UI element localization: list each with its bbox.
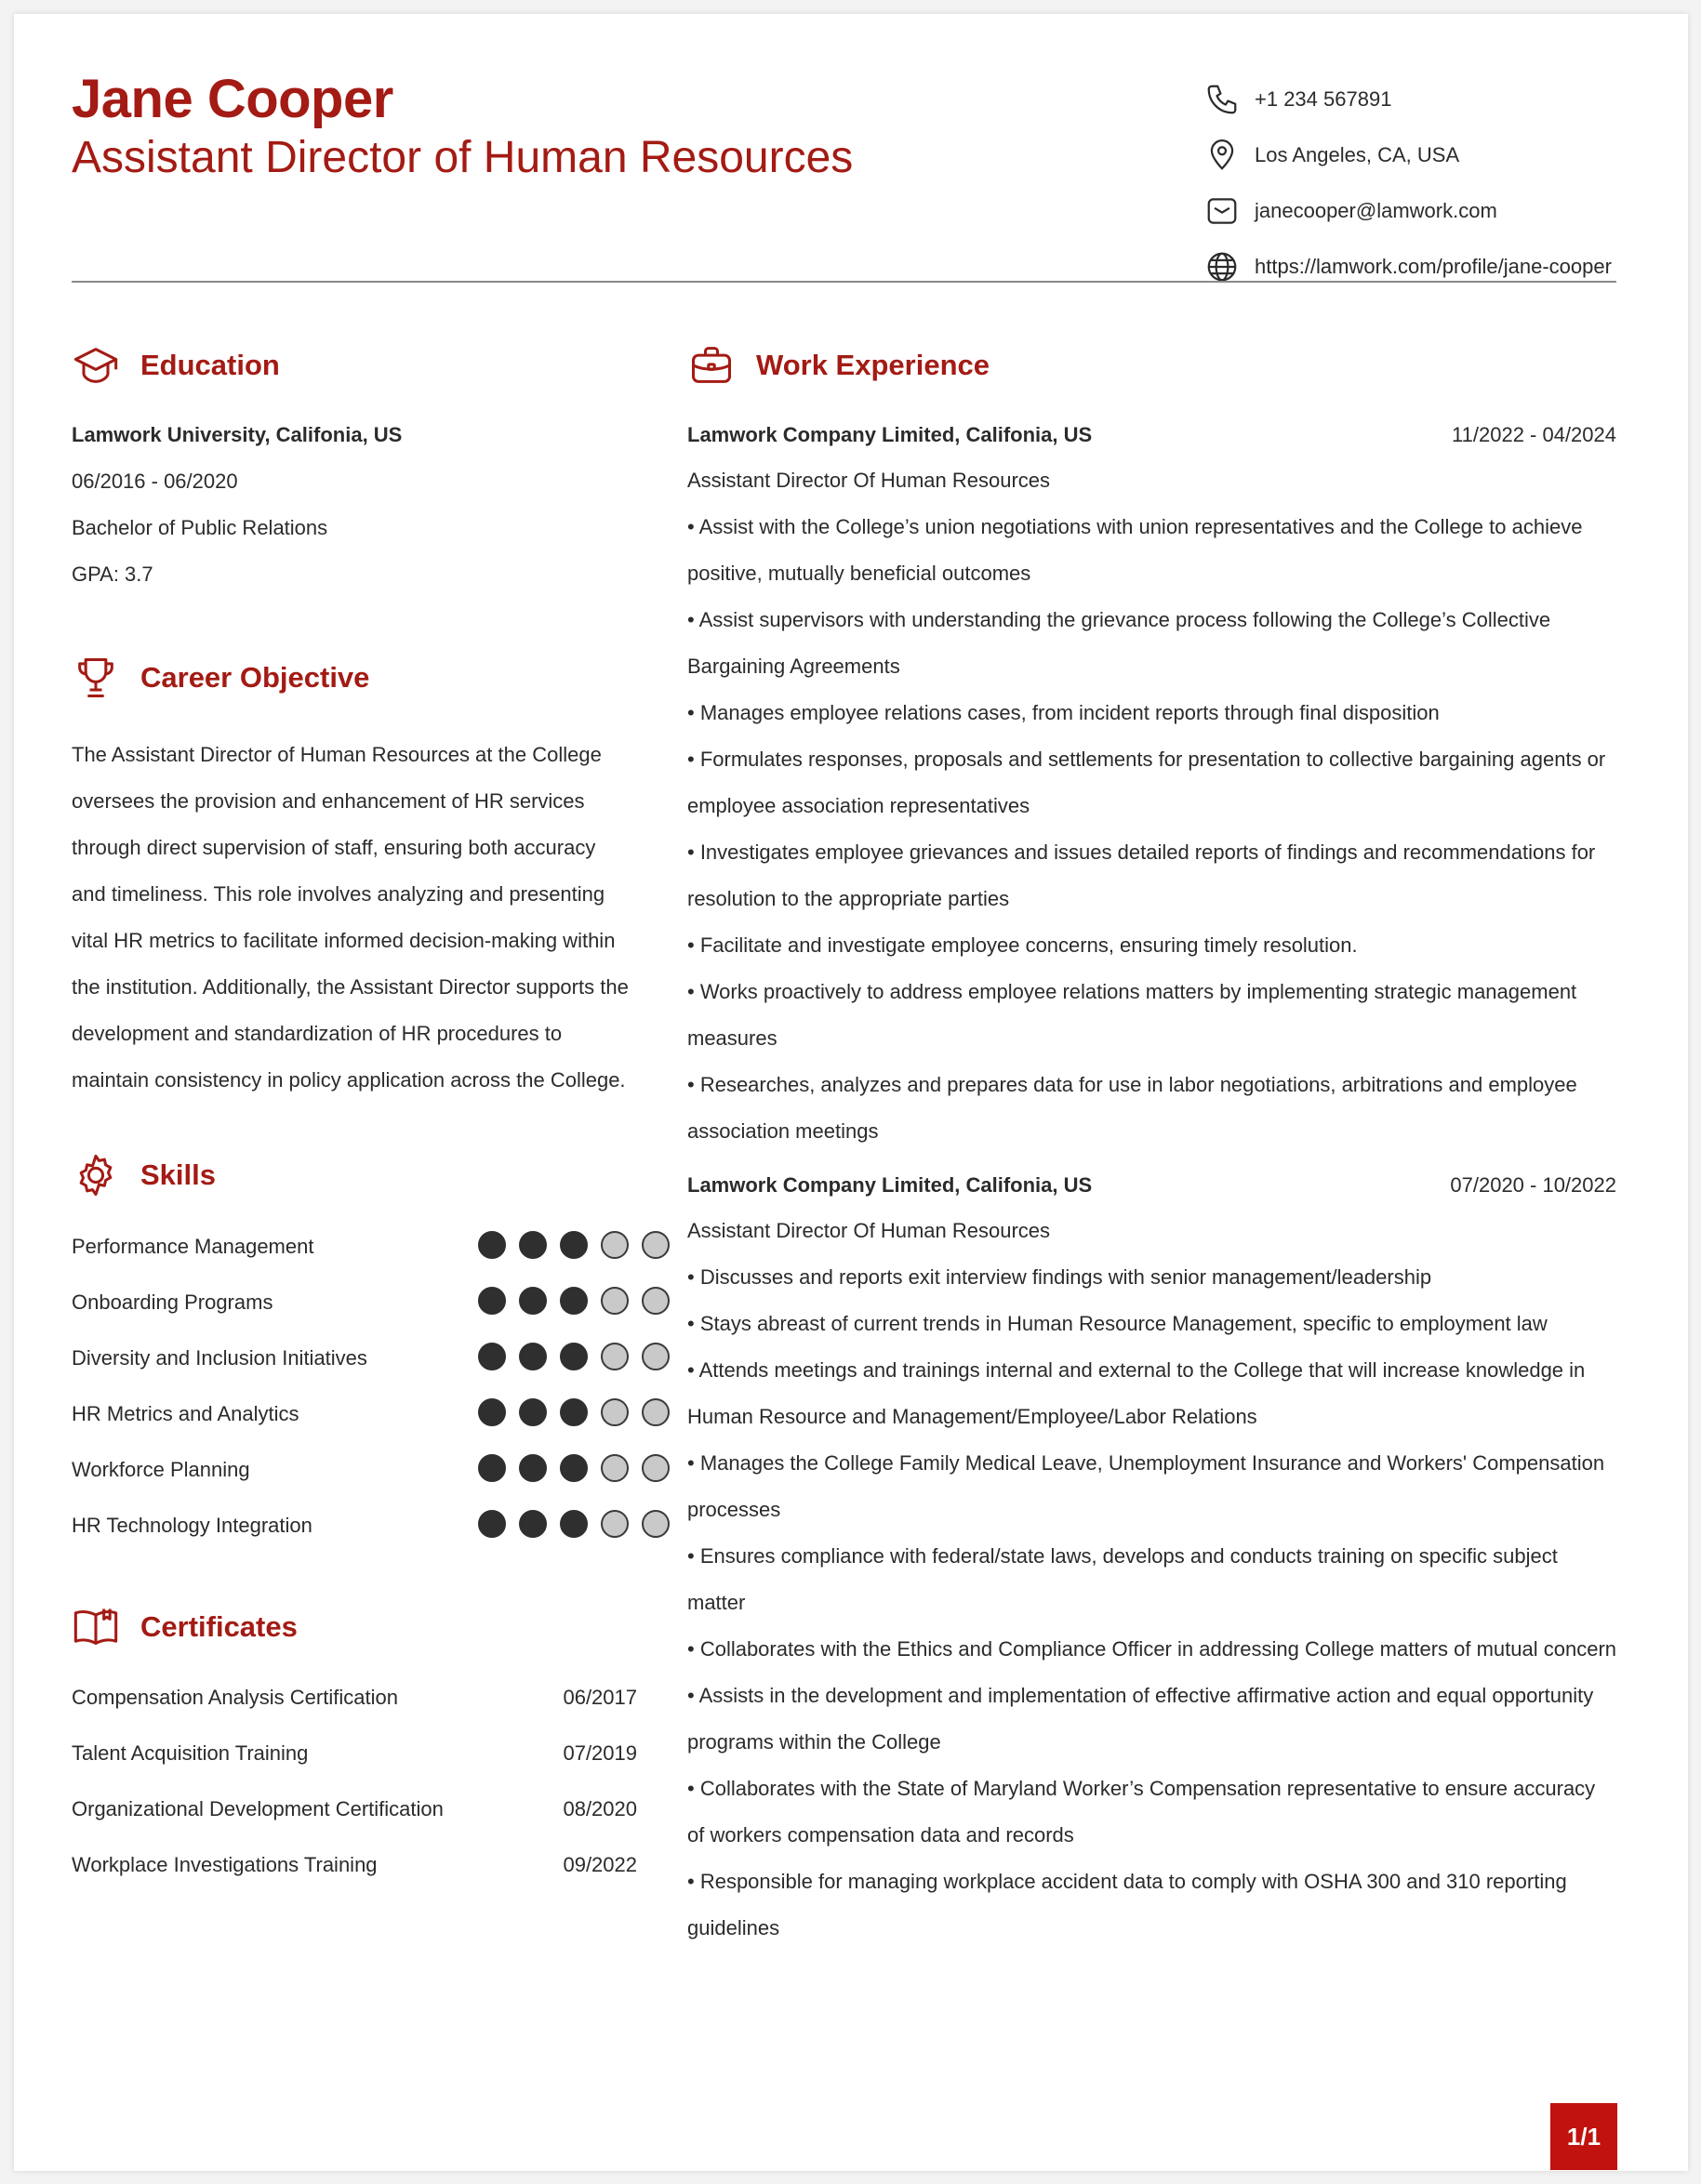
- job-bullet: • Ensures compliance with federal/state laws, develops and conducts training on specific subject matter: [687, 1544, 1558, 1614]
- rating-dot-filled: [560, 1454, 588, 1482]
- rating-dot-empty: [642, 1287, 670, 1315]
- rating-dot-empty: [642, 1231, 670, 1259]
- skill-row: [72, 1508, 630, 1545]
- certificate-row: [72, 1680, 637, 1717]
- rating-dot-filled: [519, 1231, 547, 1259]
- website-text: https://lamwork.com/profile/jane-cooper: [1255, 255, 1612, 278]
- certificate-date: 08/2020: [563, 1797, 637, 1820]
- job-bullet: • Works proactively to address employee relations matters by implementing strategic management measures: [687, 980, 1577, 1050]
- job-1-header: [687, 423, 1616, 460]
- contact-phone: [1204, 72, 1612, 127]
- skill-rating: [478, 1287, 683, 1315]
- rating-dot-filled: [519, 1454, 547, 1482]
- job-bullet: • Formulates responses, proposals and settlements for presentation to collective bargaining agents or employee association representatives: [687, 748, 1606, 817]
- education-heading-label: Education: [140, 349, 280, 381]
- certificate-row: [72, 1792, 637, 1829]
- contact-list: [1204, 72, 1612, 295]
- skill-name: HR Technology Integration: [72, 1514, 312, 1537]
- rating-dot-filled: [560, 1287, 588, 1315]
- objective-heading-label: Career Objective: [140, 661, 370, 694]
- rating-dot-empty: [601, 1343, 629, 1370]
- header-divider: [72, 281, 1616, 283]
- job-2-dates: 07/2020 - 10/2022: [1450, 1173, 1616, 1197]
- job-bullet: • Assist with the College’s union negotiations with union representatives and the College to achieve positive, mutually beneficial outcomes: [687, 515, 1583, 585]
- skill-rating: [478, 1343, 683, 1370]
- rating-dot-empty: [601, 1510, 629, 1538]
- globe-icon: [1204, 249, 1240, 285]
- rating-dot-empty: [642, 1510, 670, 1538]
- rating-dot-empty: [601, 1398, 629, 1426]
- skill-name: Onboarding Programs: [72, 1291, 273, 1314]
- certificate-row: [72, 1736, 637, 1773]
- skill-rating: [478, 1454, 683, 1482]
- job-bullet: • Collaborates with the Ethics and Compliance Officer in addressing College matters of mutual concern: [687, 1637, 1617, 1661]
- trophy-icon: [72, 654, 120, 702]
- job-2-header: [687, 1173, 1616, 1211]
- work-heading: [687, 341, 990, 390]
- rating-dot-filled: [478, 1343, 506, 1370]
- skill-name: Workforce Planning: [72, 1458, 250, 1481]
- job-bullet: • Attends meetings and trainings internal and external to the College that will increase knowledge in Human Resource and Management/Employee/Labor Relations: [687, 1358, 1586, 1428]
- education-dates: 06/2016 - 06/2020: [72, 470, 238, 493]
- job-bullet: • Investigates employee grievances and issues detailed reports of findings and recommendations for resolution to the appropriate parties: [687, 841, 1596, 910]
- education-degree: Bachelor of Public Relations: [72, 516, 328, 539]
- gear-icon: [72, 1151, 120, 1199]
- email-text: janecooper@lamwork.com: [1255, 199, 1497, 222]
- certificates-heading-label: Certificates: [140, 1610, 298, 1643]
- objective-heading: [72, 654, 369, 702]
- job-bullet: • Collaborates with the State of Maryland Worker’s Compensation representative to ensure accuracy of workers compensation data and records: [687, 1777, 1596, 1846]
- contact-location: [1204, 127, 1612, 183]
- certificate-date: 06/2017: [563, 1686, 637, 1709]
- rating-dot-filled: [560, 1398, 588, 1426]
- education-school: Lamwork University, Califonia, US: [72, 423, 403, 446]
- rating-dot-filled: [478, 1510, 506, 1538]
- skill-row: [72, 1229, 630, 1266]
- certificate-name: Talent Acquisition Training: [72, 1741, 309, 1765]
- certificates-heading: [72, 1603, 298, 1651]
- skill-name: Diversity and Inclusion Initiatives: [72, 1346, 367, 1370]
- skill-rating: [478, 1231, 683, 1259]
- certificate-date: 07/2019: [563, 1741, 637, 1765]
- rating-dot-filled: [519, 1510, 547, 1538]
- location-text: Los Angeles, CA, USA: [1255, 143, 1460, 166]
- rating-dot-empty: [642, 1398, 670, 1426]
- job-1-bullets: [687, 504, 1616, 1155]
- rating-dot-filled: [478, 1454, 506, 1482]
- phone-icon: [1204, 82, 1240, 117]
- certificate-row: [72, 1847, 637, 1885]
- graduation-cap-icon: [72, 341, 120, 390]
- job-bullet: • Manages the College Family Medical Leave, Unemployment Insurance and Workers' Compensation processes: [687, 1451, 1605, 1521]
- objective-text: The Assistant Director of Human Resources at the College oversees the provision and enhancement of HR services through direct supervision of staff, ensuring both accuracy and timeliness. This role involves analyzing and presenting vital HR metrics to facilitate informed decision-making within the institution. Additionally, the Assistant Director supports the development and standardization of HR procedures to maintain consistency in policy application across the College.: [72, 743, 629, 1092]
- page-indicator: 1/1: [1550, 2103, 1617, 2170]
- rating-dot-filled: [519, 1287, 547, 1315]
- skills-heading: [72, 1151, 216, 1199]
- rating-dot-filled: [478, 1231, 506, 1259]
- rating-dot-empty: [601, 1454, 629, 1482]
- location-pin-icon: [1204, 138, 1240, 173]
- rating-dot-filled: [478, 1287, 506, 1315]
- education-gpa: GPA: 3.7: [72, 563, 153, 586]
- job-2-title: Assistant Director Of Human Resources: [687, 1219, 1051, 1242]
- briefcase-icon: [687, 341, 736, 390]
- skill-rating: [478, 1398, 683, 1426]
- certificate-date: 09/2022: [563, 1853, 637, 1876]
- phone-text: +1 234 567891: [1255, 87, 1392, 111]
- job-bullet: • Assist supervisors with understanding the grievance process following the College’s Collective Bargaining Agreements: [687, 608, 1551, 678]
- job-1-title: Assistant Director Of Human Resources: [687, 469, 1051, 492]
- rating-dot-empty: [642, 1454, 670, 1482]
- job-2-bullets: [687, 1254, 1616, 1952]
- rating-dot-filled: [519, 1343, 547, 1370]
- skills-heading-label: Skills: [140, 1158, 216, 1191]
- skill-rating: [478, 1510, 683, 1538]
- job-1-details: [687, 457, 1616, 1155]
- candidate-role: Assistant Director of Human Resources: [72, 133, 854, 182]
- job-bullet: • Assists in the development and implementation of effective affirmative action and equal opportunity programs within the College: [687, 1684, 1594, 1754]
- skill-row: [72, 1452, 630, 1489]
- job-1-company: Lamwork Company Limited, Califonia, US: [687, 423, 1093, 446]
- job-bullet: • Manages employee relations cases, from incident reports through final disposition: [687, 701, 1440, 724]
- certificate-name: Organizational Development Certification: [72, 1797, 444, 1820]
- job-bullet: • Stays abreast of current trends in Human Resource Management, specific to employment law: [687, 1312, 1548, 1335]
- skill-row: [72, 1396, 630, 1434]
- certificate-name: Workplace Investigations Training: [72, 1853, 378, 1876]
- contact-email: [1204, 183, 1612, 239]
- job-bullet: • Facilitate and investigate employee concerns, ensuring timely resolution.: [687, 933, 1358, 957]
- contact-website: [1204, 239, 1612, 295]
- job-2-company: Lamwork Company Limited, Califonia, US: [687, 1173, 1093, 1197]
- resume-page: [14, 14, 1688, 2171]
- rating-dot-filled: [560, 1343, 588, 1370]
- job-2-details: [687, 1208, 1616, 1952]
- education-heading: [72, 341, 280, 390]
- work-heading-label: Work Experience: [756, 349, 990, 381]
- rating-dot-empty: [642, 1343, 670, 1370]
- rating-dot-filled: [560, 1231, 588, 1259]
- open-book-icon: [72, 1603, 120, 1651]
- rating-dot-filled: [560, 1510, 588, 1538]
- certificate-name: Compensation Analysis Certification: [72, 1686, 398, 1709]
- rating-dot-filled: [519, 1398, 547, 1426]
- skill-name: HR Metrics and Analytics: [72, 1402, 299, 1425]
- skill-name: Performance Management: [72, 1235, 314, 1258]
- mail-icon: [1204, 193, 1240, 229]
- rating-dot-empty: [601, 1231, 629, 1259]
- skill-row: [72, 1341, 630, 1378]
- rating-dot-empty: [601, 1287, 629, 1315]
- job-bullet: • Researches, analyzes and prepares data for use in labor negotiations, arbitrations and employee association meetings: [687, 1073, 1577, 1143]
- job-bullet: • Responsible for managing workplace accident data to comply with OSHA 300 and 310 reporting guidelines: [687, 1870, 1567, 1939]
- job-bullet: • Discusses and reports exit interview findings with senior management/leadership: [687, 1265, 1432, 1289]
- rating-dot-filled: [478, 1398, 506, 1426]
- job-1-dates: 11/2022 - 04/2024: [1452, 423, 1616, 446]
- candidate-name: Jane Cooper: [72, 69, 393, 129]
- skill-row: [72, 1285, 630, 1322]
